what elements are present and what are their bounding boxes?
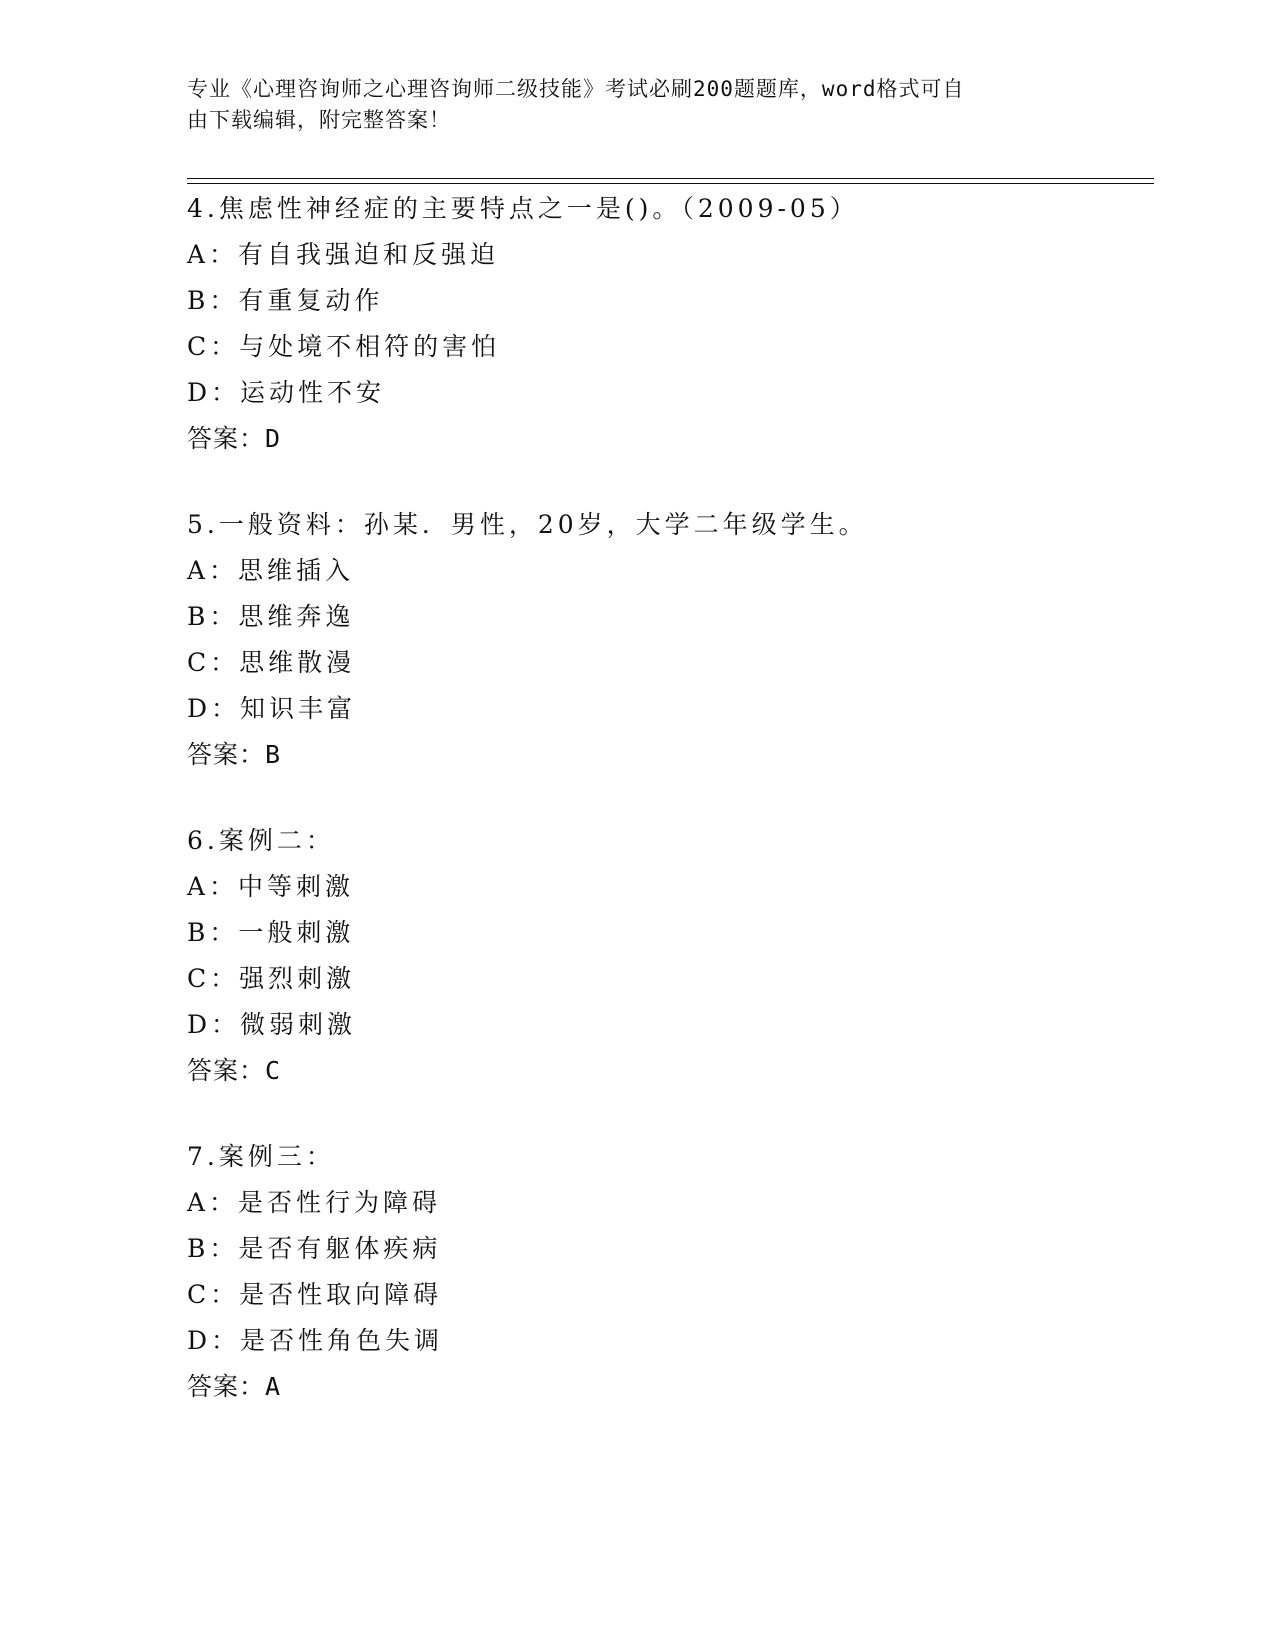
option-b: B：有重复动作 xyxy=(187,286,384,315)
answer-line: 答案：A xyxy=(187,1372,282,1401)
question-stem: 6.案例二： xyxy=(187,826,335,855)
option-c: C：思维散漫 xyxy=(187,648,356,677)
answer-line: 答案：D xyxy=(187,424,282,453)
option-a: A：思维插入 xyxy=(187,556,355,585)
question-4 xyxy=(187,186,1147,462)
option-d: D：运动性不安 xyxy=(187,378,386,407)
option-d: D：知识丰富 xyxy=(187,694,357,723)
document-header xyxy=(187,74,1067,136)
option-a: A：有自我强迫和反强迫 xyxy=(187,240,500,269)
question-stem: 5.一般资料：孙某．男性，20岁，大学二年级学生。 xyxy=(187,510,868,539)
option-d: D：微弱刺激 xyxy=(187,1010,357,1039)
option-a: A：是否性行为障碍 xyxy=(187,1188,442,1217)
header-line-1: 专业《心理咨询师之心理咨询师二级技能》考试必刷200题题库，word格式可自 xyxy=(187,77,965,101)
question-stem: 4.焦虑性神经症的主要特点之一是()。（2009-05） xyxy=(187,194,859,223)
answer-line: 答案：B xyxy=(187,740,282,769)
option-b: B：思维奔逸 xyxy=(187,602,355,631)
option-b: B：一般刺激 xyxy=(187,918,355,947)
option-c: C：是否性取向障碍 xyxy=(187,1280,443,1309)
option-b: B：是否有躯体疾病 xyxy=(187,1234,442,1263)
question-7 xyxy=(187,1134,1147,1410)
question-stem: 7.案例三： xyxy=(187,1142,335,1171)
answer-line: 答案：C xyxy=(187,1056,282,1085)
option-c: C：强烈刺激 xyxy=(187,964,356,993)
option-a: A：中等刺激 xyxy=(187,872,355,901)
header-rule-bottom xyxy=(187,183,1154,184)
option-c: C：与处境不相符的害怕 xyxy=(187,332,501,361)
header-rule-top xyxy=(187,178,1154,179)
header-line-2: 由下载编辑，附完整答案！ xyxy=(187,108,451,132)
question-6 xyxy=(187,818,1147,1094)
question-5 xyxy=(187,502,1147,778)
option-d: D：是否性角色失调 xyxy=(187,1326,444,1355)
